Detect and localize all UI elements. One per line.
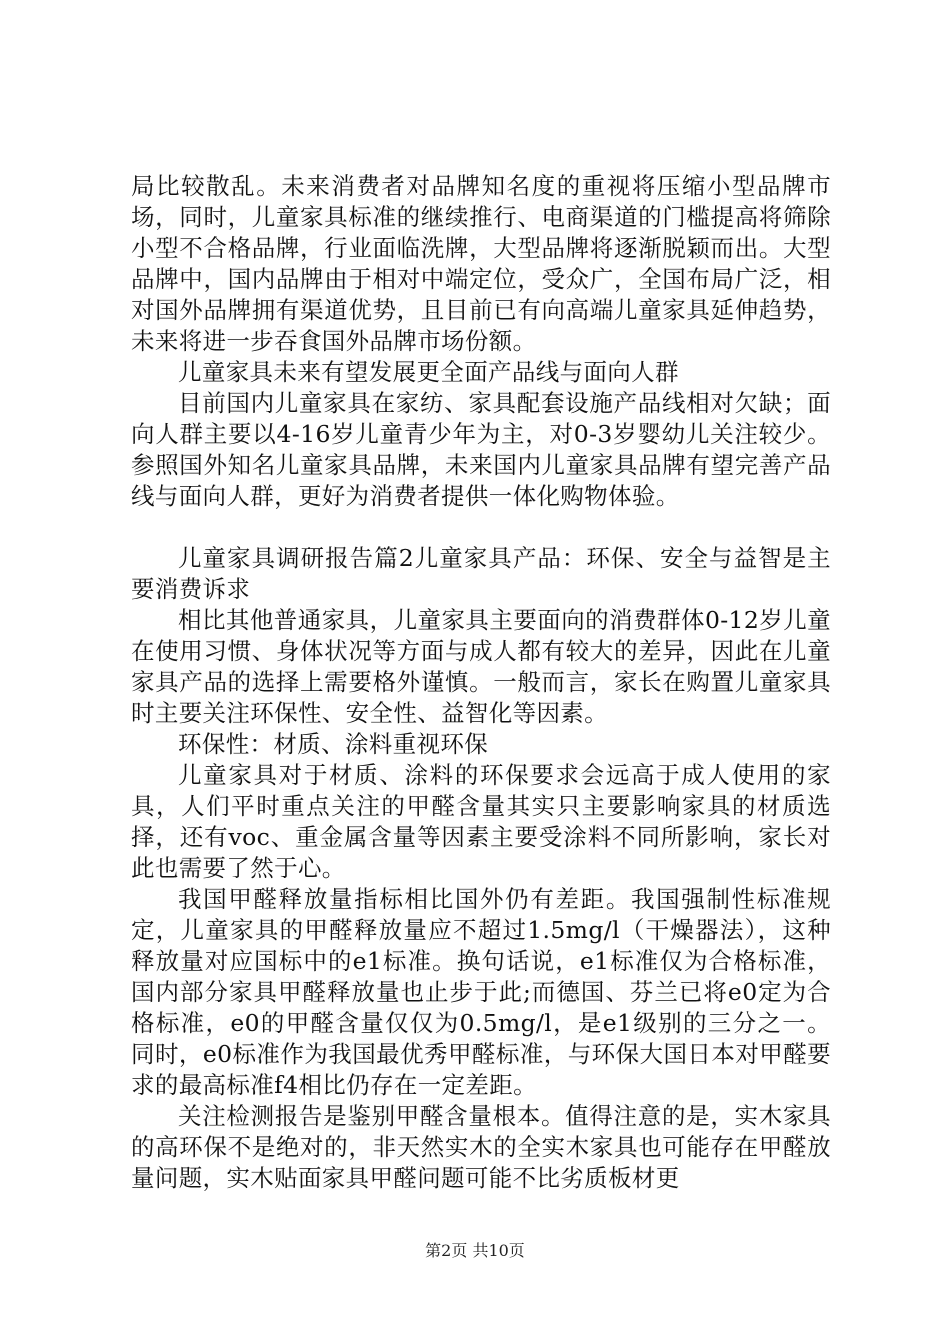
paragraph-test-reports: 关注检测报告是鉴别甲醛含量根本。值得注意的是，实木家具的高环保不是绝对的，非天然实木的全实木家具也可能存在甲醛放量问题，实木贴面家具甲醛问题可能不比劣质板材更: [131, 1102, 831, 1192]
paragraph-consumer-demands: 相比其他普通家具，儿童家具主要面向的消费群体0-12岁儿童在使用习惯、身体状况等方面与成人都有较大的差异，因此在儿童家具产品的选择上需要格外谨慎。一般而言，家长在购置儿童家具时主要关注环保性、安全性、益智化等因素。: [131, 606, 831, 727]
paragraph-market-brands: 局比较散乱。未来消费者对品牌知名度的重视将压缩小型品牌市场，同时，儿童家具标准的继续推行、电商渠道的门槛提高将筛除小型不合格品牌，行业面临洗牌，大型品牌将逐渐脱颖而出。大型品牌中，国内品牌由于相对中端定位，受众广，全国布局广泛，相对国外品牌拥有渠道优势，且目前已有向高端儿童家具延伸趋势，未来将进一步吞食国外品牌市场份额。: [131, 172, 831, 355]
paragraph-formaldehyde-standards: 我国甲醛释放量指标相比国外仍有差距。我国强制性标准规定，儿童家具的甲醛释放量应不超过1.5mg/l（干燥器法），这种释放量对应国标中的e1标准。换句话说，e1标准仅为合格标准，国内部分家具甲醛释放量也止步于此;而德国、芬兰已将e0定为合格标准，e0的甲醛含量仅仅为0.5mg/l，是e1级别的三分之一。同时，e0标准作为我国最优秀甲醛标准，与环保大国日本对甲醛要求的最高标准f4相比仍存在一定差距。: [131, 885, 831, 1099]
heading-report-part-2: 儿童家具调研报告篇2儿童家具产品：环保、安全与益智是主要消费诉求: [131, 544, 831, 603]
heading-environmental: 环保性：材质、涂料重视环保: [178, 730, 489, 758]
paragraph-materials-coatings: 儿童家具对于材质、涂料的环保要求会远高于成人使用的家具，人们平时重点关注的甲醛含量其实只主要影响家具的材质选择，还有voc、重金属含量等因素主要受涂料不同所影响，家长对此也需要了然于心。: [131, 761, 831, 882]
page-footer: 第2页 共10页: [425, 1241, 525, 1260]
paragraph-product-lines: 目前国内儿童家具在家纺、家具配套设施产品线相对欠缺；面向人群主要以4-16岁儿童青少年为主，对0-3岁婴幼儿关注较少。参照国外知名儿童家具品牌，未来国内儿童家具品牌有望完善产品线与面向人群，更好为消费者提供一体化购物体验。: [131, 389, 831, 510]
heading-product-lines: 儿童家具未来有望发展更全面产品线与面向人群: [178, 358, 679, 386]
document-body: [131, 171, 831, 1194]
